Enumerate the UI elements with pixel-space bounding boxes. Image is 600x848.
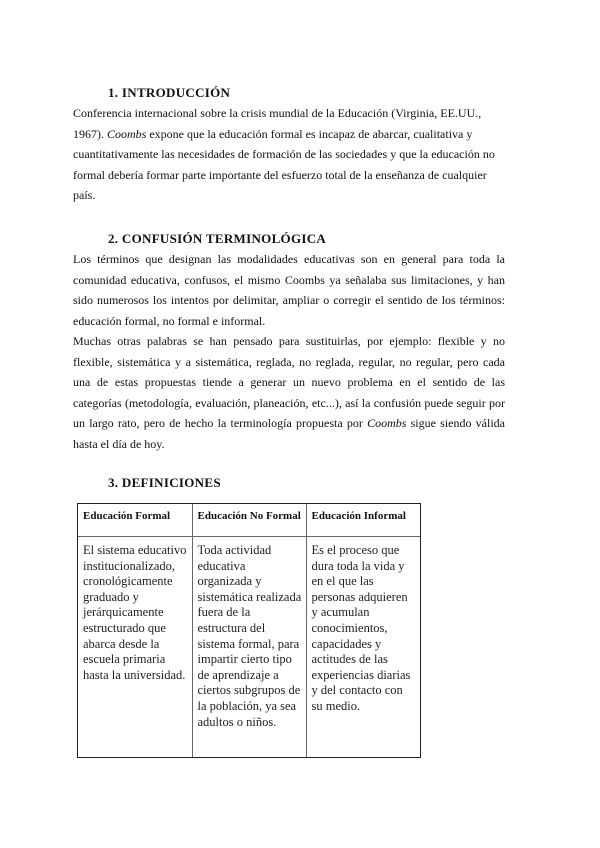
paragraph-introduccion-coombs: Coombs	[107, 126, 147, 141]
header-educacion-no-formal: Educación No Formal	[192, 504, 306, 537]
header-educacion-informal: Educación Informal	[306, 504, 420, 537]
paragraph-introduccion-text-b: expone que la educación formal es incapaz de abarcar, cualitativa y cuantitativamente las necesidades de formación de las sociedades y que la educación no formal debería formar parte importante del esfuerzo total de la enseñanza de cualquier país.	[73, 126, 495, 202]
cell-educacion-no-formal: Toda actividad educativa organizada y sistemática realizada fuera de la estructura del sistema formal, para impartir cierto tipo de aprendizaje a ciertos subgrupos de la población, ya sea adultos o niños.	[192, 537, 306, 758]
paragraph-introduccion-text-a: Conferencia internacional sobre la crisis mundial de la Educación (Virginia, EE.UU., 1967).	[73, 106, 482, 141]
table-header-row	[78, 504, 420, 537]
definitions-table-image	[77, 503, 421, 758]
table-row	[78, 537, 420, 758]
paragraph-otras-palabras-coombs: Coombs	[367, 416, 407, 430]
header-educacion-formal: Educación Formal	[78, 504, 192, 537]
heading-definiciones: 3. DEFINICIONES	[108, 475, 221, 490]
paragraph-otras-palabras-text-b: sigue siendo válida hasta el día de hoy.	[73, 416, 505, 451]
definitions-table	[78, 504, 420, 757]
paragraph-introduccion	[73, 103, 505, 206]
cell-educacion-informal: Es el proceso que dura toda la vida y en el que las personas adquieren y acumulan conocimientos, capacidades y actitudes de las experiencias diarias y del contacto con su medio.	[311, 543, 411, 713]
paragraph-terminos-text: Los términos que designan las modalidades educativas son en general para toda la comunidad educativa, confusos, el mismo Coombs ya señalaba sus limitaciones, y han sido numerosos los intentos por delimitar, ampliar o corregir el sentido de los términos: educación formal, no formal e informal.	[73, 252, 505, 328]
paragraph-otras-palabras	[73, 331, 505, 454]
heading-introduccion: 1. INTRODUCCIÓN	[108, 85, 231, 100]
paragraph-otras-palabras-text-a: Muchas otras palabras se han pensado para sustituirlas, por ejemplo: flexible y no flexible, sistemática y a sistemática, reglada, no reglada, regular, no regular, pero cada una de estas propuestas tiende a generar un nuevo problema en el sentido de las categorías (metodología, evaluación, planeación, etc...), así la confusión puede seguir por un largo rato, pero de hecho la terminología propuesta por	[73, 334, 505, 430]
paragraph-terminos	[73, 249, 505, 331]
heading-confusion-terminologica: 2. CONFUSIÓN TERMINOLÓGICA	[108, 231, 327, 246]
cell-educacion-formal: El sistema educativo institucionalizado, cronológicamente graduado y jerárquicamente estructurado que abarca desde la escuela primaria hasta la universidad.	[78, 537, 192, 758]
